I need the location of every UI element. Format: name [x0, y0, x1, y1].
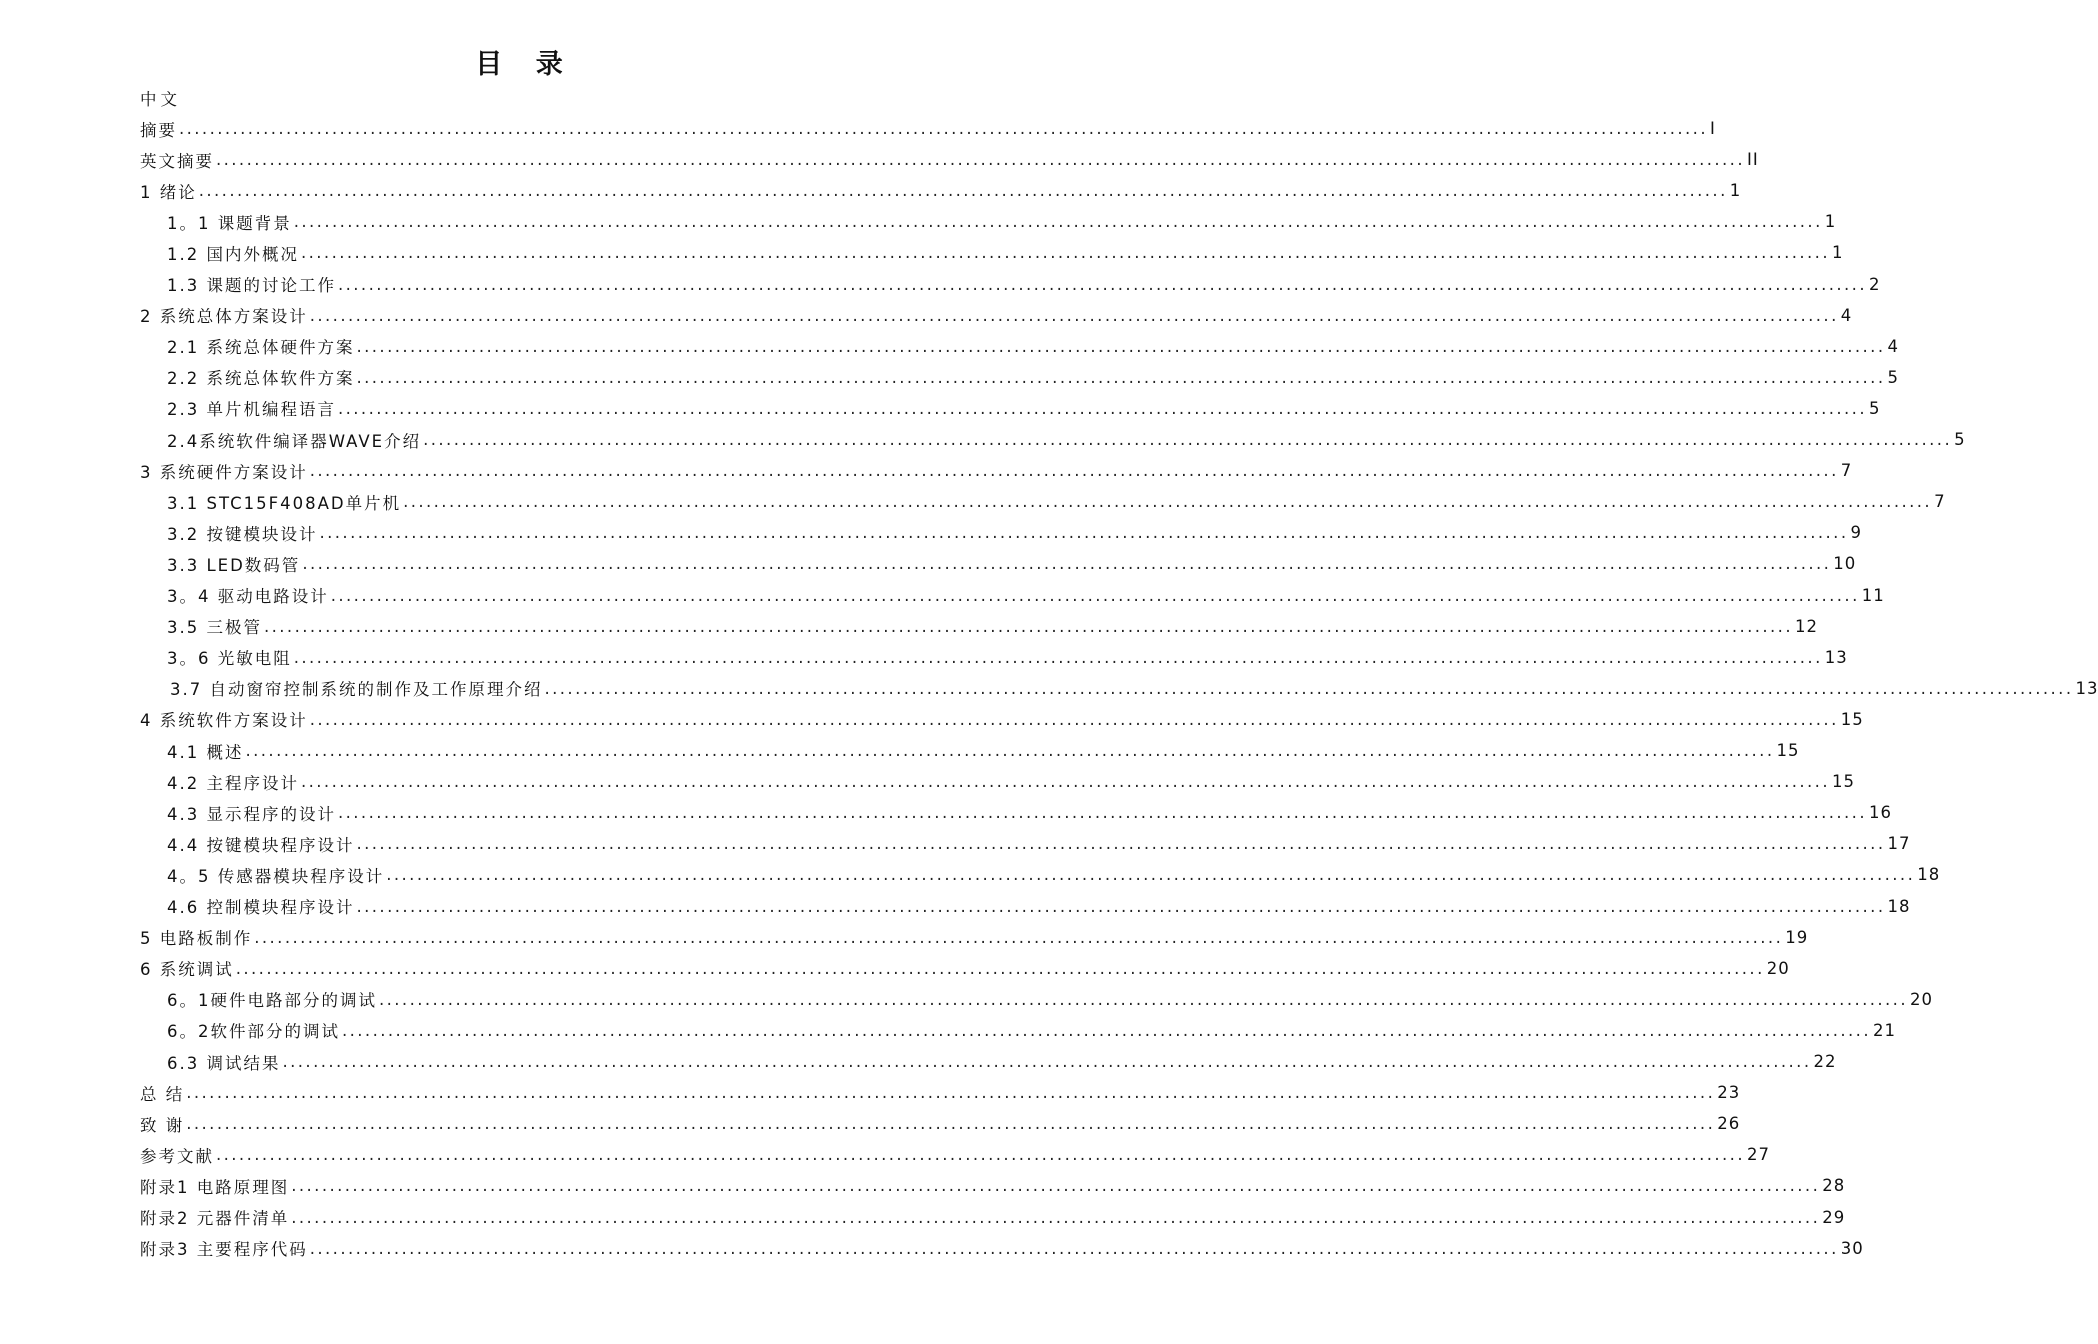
toc-entry[interactable]	[167, 517, 1862, 548]
toc-entry[interactable]	[140, 1077, 1741, 1108]
toc-entry-page: 17	[1887, 834, 1911, 854]
toc-entry-page: 12	[1794, 616, 1818, 636]
dot-leader: ........................................................................................................................................................................................................	[403, 492, 1933, 512]
dot-leader: ........................................................................................................................................................................................................	[379, 989, 1908, 1009]
toc-entry-title: 3 系统硬件方案设计	[140, 462, 308, 482]
toc-entry-title: 2.2 系统总体软件方案	[167, 369, 355, 389]
toc-entry[interactable]	[167, 269, 1881, 300]
toc-entry-title: 附录3 主要程序代码	[140, 1240, 308, 1260]
toc-entry-page: 5	[1868, 398, 1881, 418]
toc-entry-title: 3.1 STC15F408AD单片机	[167, 493, 402, 513]
toc-entry-title: 2.3 单片机编程语言	[167, 400, 336, 420]
dot-leader: ........................................................................................................................................................................................................	[319, 523, 1849, 543]
dot-leader: ........................................................................................................................................................................................................	[216, 150, 1745, 170]
toc-entry-title: 6。2软件部分的调试	[167, 1022, 340, 1042]
toc-entry-title: 3.7 自动窗帘控制系统的制作及工作原理介绍	[170, 680, 543, 700]
toc-entry-title: 4。5 传感器模块程序设计	[167, 866, 385, 886]
toc-header-line: 中文	[140, 89, 181, 109]
toc-entry-page: 10	[1833, 554, 1857, 574]
toc-entry-title: 4.1 概述	[167, 742, 244, 762]
dot-leader: ........................................................................................................................................................................................................	[264, 616, 1793, 636]
dot-leader: ........................................................................................................................................................................................................	[309, 461, 1839, 481]
dot-leader: ........................................................................................................................................................................................................	[338, 803, 1867, 823]
dot-leader: ........................................................................................................................................................................................................	[356, 896, 1886, 916]
toc-entry[interactable]	[167, 393, 1881, 424]
dot-leader: ........................................................................................................................................................................................................	[356, 336, 1886, 356]
toc-entry[interactable]	[140, 1233, 1864, 1264]
toc-entry-title: 2 系统总体方案设计	[140, 307, 308, 327]
toc-entry[interactable]	[140, 704, 1864, 735]
dot-leader: ........................................................................................................................................................................................................	[254, 927, 1784, 947]
toc-entry[interactable]	[140, 922, 1809, 953]
toc-entry-page: 7	[1934, 492, 1946, 512]
dot-leader: ........................................................................................................................................................................................................	[179, 119, 1708, 138]
toc-entry-title: 3.3 LED数码管	[167, 555, 301, 575]
dot-leader: ........................................................................................................................................................................................................	[235, 958, 1765, 978]
toc-entry-page: 30	[1840, 1238, 1864, 1258]
toc-entry[interactable]	[167, 331, 1899, 362]
dot-leader: ........................................................................................................................................................................................................	[356, 834, 1886, 854]
dot-leader: ........................................................................................................................................................................................................	[309, 1238, 1839, 1258]
toc-entry[interactable]	[167, 642, 1848, 673]
dot-leader: ........................................................................................................................................................................................................	[198, 181, 1728, 201]
toc-entry[interactable]	[140, 455, 1853, 486]
toc-entry-title: 致 谢	[140, 1115, 185, 1135]
toc-entry-title: 4.2 主程序设计	[167, 773, 299, 793]
toc-entry-title: 4.4 按键模块程序设计	[167, 835, 355, 855]
toc-entry-page: 4	[1840, 305, 1853, 325]
dot-leader: ........................................................................................................................................................................................................	[302, 554, 1832, 574]
toc-entry-page: 5	[1887, 367, 1899, 387]
toc-entry-page: 23	[1717, 1083, 1741, 1103]
toc-entry[interactable]	[167, 424, 1966, 455]
toc-entry-title: 附录2 元器件清单	[140, 1209, 290, 1228]
toc-entry[interactable]	[167, 766, 1855, 797]
toc-entry-page: 5	[1954, 430, 1966, 449]
toc-entry[interactable]	[167, 611, 1818, 642]
toc-entry-title: 3.5 三极管	[167, 618, 262, 638]
toc-entry[interactable]	[167, 237, 1844, 268]
toc-entry[interactable]	[167, 1015, 1896, 1046]
toc-entry-page: 1	[1831, 243, 1844, 263]
toc-entry-page: 29	[1822, 1207, 1846, 1227]
dot-leader: ........................................................................................................................................................................................................	[186, 1083, 1716, 1103]
toc-entry[interactable]	[140, 953, 1790, 984]
toc-entry[interactable]	[167, 828, 1911, 859]
dot-leader: ........................................................................................................................................................................................................	[291, 1176, 1821, 1196]
dot-leader: ........................................................................................................................................................................................................	[342, 1020, 1871, 1040]
toc-entry-page: 22	[1813, 1052, 1837, 1071]
toc-entry-title: 1.2 国内外概况	[167, 244, 299, 264]
dot-leader: ........................................................................................................................................................................................................	[293, 647, 1823, 667]
dot-leader: ........................................................................................................................................................................................................	[338, 398, 1867, 418]
toc-entry-page: 27	[1746, 1145, 1770, 1165]
dot-leader: ........................................................................................................................................................................................................	[293, 212, 1823, 232]
toc-entry[interactable]	[167, 486, 1946, 517]
dot-leader: ........................................................................................................................................................................................................	[245, 741, 1775, 760]
toc-entry[interactable]	[140, 300, 1853, 331]
dot-leader: ........................................................................................................................................................................................................	[544, 678, 2074, 698]
toc-entry-page: 15	[1840, 709, 1864, 729]
toc-entry-title: 英文摘要	[140, 151, 214, 171]
dot-leader: ........................................................................................................................................................................................................	[338, 274, 1867, 294]
toc-entry-page: 15	[1831, 772, 1855, 792]
toc-entry-title: 3。4 驱动电路设计	[167, 587, 329, 606]
toc-entry-page: 26	[1717, 1114, 1741, 1134]
toc-entry[interactable]	[167, 206, 1837, 237]
toc-entry[interactable]	[140, 1139, 1770, 1170]
toc-entry-page: 13	[2075, 678, 2098, 698]
toc-entry[interactable]	[167, 891, 1911, 922]
toc-entry[interactable]	[167, 984, 1933, 1015]
toc-entry-title: 6 系统调试	[140, 960, 234, 980]
toc-entry-page: 21	[1872, 1020, 1896, 1040]
toc-entry[interactable]	[170, 673, 2098, 704]
page-title: 目 录	[475, 49, 575, 80]
toc-entry[interactable]	[140, 1202, 1846, 1233]
dot-leader: ........................................................................................................................................................................................................	[301, 243, 1830, 263]
toc-entry-title: 4.6 控制模块程序设计	[167, 898, 355, 917]
toc-entry-page: 1	[1729, 181, 1742, 201]
dot-leader: ........................................................................................................................................................................................................	[282, 1052, 1812, 1071]
dot-leader: ........................................................................................................................................................................................................	[309, 305, 1839, 325]
toc-entry-title: 摘要	[140, 120, 177, 140]
toc-entry[interactable]	[140, 1108, 1741, 1139]
toc-entry-page: 2	[1868, 274, 1881, 294]
toc-entry-page: 20	[1766, 958, 1790, 978]
toc-entry-page: 4	[1887, 336, 1899, 356]
toc-entry[interactable]	[167, 1046, 1837, 1077]
toc-entry-page: I	[1709, 119, 1716, 138]
toc-entry[interactable]	[140, 113, 1716, 144]
toc-entry-title: 2.4系统软件编译器WAVE介绍	[167, 431, 422, 451]
toc-entry-page: 1	[1824, 212, 1837, 232]
dot-leader: ........................................................................................................................................................................................................	[356, 367, 1886, 387]
toc-entry-page: 28	[1822, 1176, 1846, 1196]
toc-entry-title: 3。6 光敏电阻	[167, 649, 292, 669]
toc-entry-title: 6。1硬件电路部分的调试	[167, 991, 377, 1011]
toc-entry[interactable]	[140, 175, 1742, 206]
dot-leader: ........................................................................................................................................................................................................	[309, 709, 1839, 729]
toc-entry-page: 15	[1776, 741, 1800, 760]
toc-entry-title: 1。1 课题背景	[167, 213, 292, 233]
toc-entry-title: 5 电路板制作	[140, 929, 253, 949]
toc-entry-page: II	[1746, 150, 1759, 170]
toc-entry-page: 11	[1861, 585, 1885, 605]
toc-entry-title: 4 系统软件方案设计	[140, 711, 308, 731]
toc-entry[interactable]	[167, 859, 1941, 890]
toc-entry-page: 13	[1824, 647, 1848, 667]
dot-leader: ........................................................................................................................................................................................................	[186, 1114, 1716, 1134]
toc-entry-page: 20	[1909, 989, 1933, 1009]
toc-entry-page: 16	[1868, 803, 1892, 823]
toc-entry-page: 9	[1850, 523, 1862, 543]
toc-entry[interactable]	[140, 1170, 1846, 1201]
toc-entry-title: 3.2 按键模块设计	[167, 524, 318, 544]
dot-leader: ........................................................................................................................................................................................................	[301, 772, 1830, 792]
dot-leader: ........................................................................................................................................................................................................	[216, 1145, 1745, 1165]
toc-entry-title: 总 结	[140, 1084, 185, 1104]
dot-leader: ........................................................................................................................................................................................................	[330, 585, 1860, 605]
toc-entry-page: 7	[1840, 461, 1853, 481]
toc-entry[interactable]	[167, 580, 1885, 611]
toc-entry-title: 附录1 电路原理图	[140, 1177, 290, 1197]
toc-entry-title: 4.3 显示程序的设计	[167, 804, 336, 824]
toc-entry-page: 18	[1887, 896, 1911, 916]
toc-entry-title: 2.1 系统总体硬件方案	[167, 338, 355, 358]
toc-entry-title: 参考文献	[140, 1146, 214, 1166]
dot-leader: ........................................................................................................................................................................................................	[291, 1207, 1821, 1227]
dot-leader: ........................................................................................................................................................................................................	[423, 430, 1953, 449]
dot-leader: ........................................................................................................................................................................................................	[386, 865, 1916, 885]
toc-entry-page: 18	[1917, 865, 1941, 885]
toc-entry[interactable]	[167, 548, 1857, 579]
toc-entry-title: 1.3 课题的讨论工作	[167, 276, 336, 295]
toc-entry[interactable]	[167, 362, 1899, 393]
toc-entry-title: 1 绪论	[140, 182, 197, 202]
toc-entry[interactable]	[167, 797, 1892, 828]
toc-entry-page: 19	[1785, 927, 1809, 947]
toc-entry-title: 6.3 调试结果	[167, 1053, 281, 1073]
toc-entry[interactable]	[167, 735, 1800, 766]
toc-entry[interactable]	[140, 144, 1759, 175]
